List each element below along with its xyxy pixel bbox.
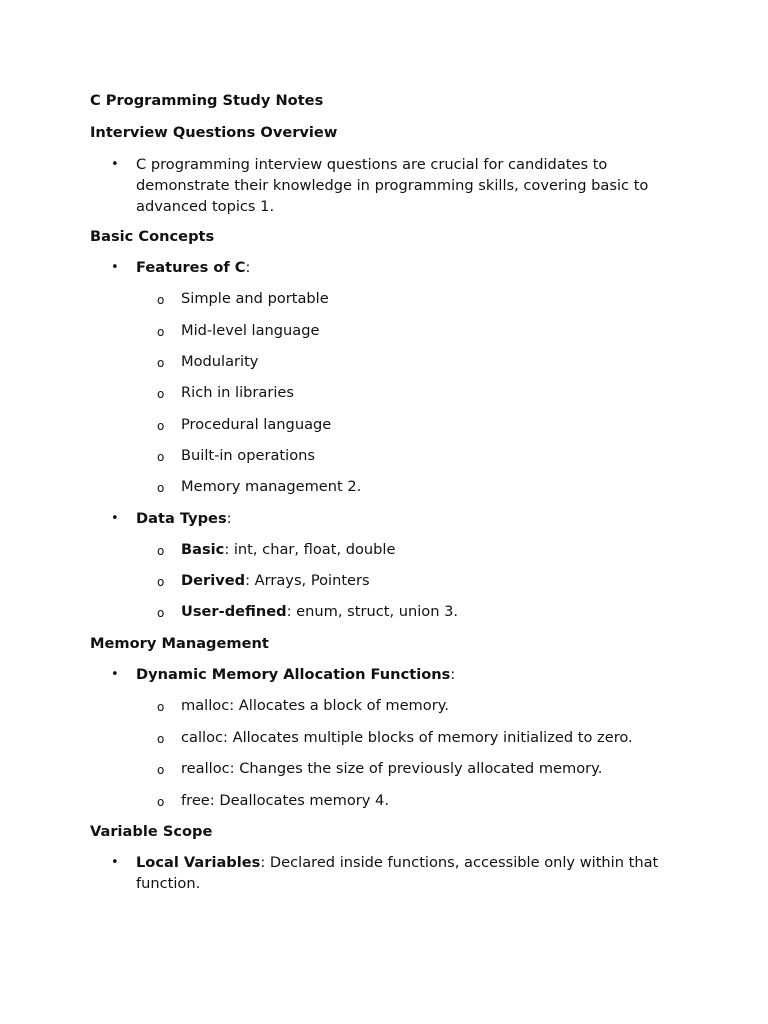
section-heading-variable-scope: Variable Scope xyxy=(90,823,213,840)
data-type-item xyxy=(181,571,701,591)
section-heading-interview: Interview Questions Overview xyxy=(90,124,338,141)
dma-item: malloc: Allocates a block of memory. xyxy=(181,697,449,714)
sub-bullet-glyph: o xyxy=(157,293,165,307)
data-type-text: : enum, struct, union 3. xyxy=(286,603,459,620)
sub-bullet-glyph: o xyxy=(157,795,165,809)
list-item-dma xyxy=(136,665,686,686)
bullet-glyph: • xyxy=(111,667,119,682)
bullet-glyph: • xyxy=(111,260,119,275)
data-types-suffix: : xyxy=(226,510,232,527)
list-item-local-variables xyxy=(136,853,686,895)
feature-item: Built-in operations xyxy=(181,447,315,464)
data-type-text: : Arrays, Pointers xyxy=(245,572,370,589)
local-variables-text: : Declared inside functions, accessible only within that function. xyxy=(136,854,659,892)
feature-item: Memory management 2. xyxy=(181,478,362,495)
sub-bullet-glyph: o xyxy=(157,356,165,370)
features-suffix: : xyxy=(245,259,251,276)
sub-bullet-glyph: o xyxy=(157,325,165,339)
data-type-label: Basic xyxy=(181,541,225,558)
section-heading-basic-concepts: Basic Concepts xyxy=(90,228,215,245)
feature-item: Rich in libraries xyxy=(181,384,295,401)
dma-suffix: : xyxy=(450,666,456,683)
sub-bullet-glyph: o xyxy=(157,544,165,558)
list-item-interview: C programming interview questions are crucial for candidates to demonstrate their knowledge in programming skills, covering basic to advanced topics 1. xyxy=(136,156,649,215)
sub-bullet-glyph: o xyxy=(157,419,165,433)
data-type-item xyxy=(181,602,701,622)
dma-item: calloc: Allocates multiple blocks of memory initialized to zero. xyxy=(181,729,633,746)
feature-item: Procedural language xyxy=(181,416,332,433)
bullet-glyph: • xyxy=(111,855,119,870)
sub-bullet-glyph: o xyxy=(157,732,165,746)
sub-bullet-glyph: o xyxy=(157,575,165,589)
sub-bullet-glyph: o xyxy=(157,450,165,464)
data-type-label: User-defined xyxy=(181,603,287,620)
data-type-text: : int, char, float, double xyxy=(224,541,396,558)
feature-item: Modularity xyxy=(181,353,259,370)
local-variables-label: Local Variables xyxy=(136,854,261,871)
feature-item: Mid-level language xyxy=(181,322,320,339)
sub-bullet-glyph: o xyxy=(157,387,165,401)
sub-bullet-glyph: o xyxy=(157,763,165,777)
list-item-data-types xyxy=(136,509,686,530)
bullet-glyph: • xyxy=(111,157,119,172)
sub-bullet-glyph: o xyxy=(157,606,165,620)
dma-item: free: Deallocates memory 4. xyxy=(181,792,389,809)
data-types-label: Data Types xyxy=(136,510,227,527)
list-item-features xyxy=(136,258,686,279)
dma-item: realloc: Changes the size of previously allocated memory. xyxy=(181,760,603,777)
data-type-item xyxy=(181,540,701,560)
data-type-label: Derived xyxy=(181,572,246,589)
dma-label: Dynamic Memory Allocation Functions xyxy=(136,666,451,683)
section-heading-memory: Memory Management xyxy=(90,635,269,652)
sub-bullet-glyph: o xyxy=(157,481,165,495)
sub-bullet-glyph: o xyxy=(157,700,165,714)
document-title: C Programming Study Notes xyxy=(90,92,324,109)
features-label: Features of C xyxy=(136,259,246,276)
feature-item: Simple and portable xyxy=(181,290,329,307)
bullet-glyph: • xyxy=(111,511,119,526)
